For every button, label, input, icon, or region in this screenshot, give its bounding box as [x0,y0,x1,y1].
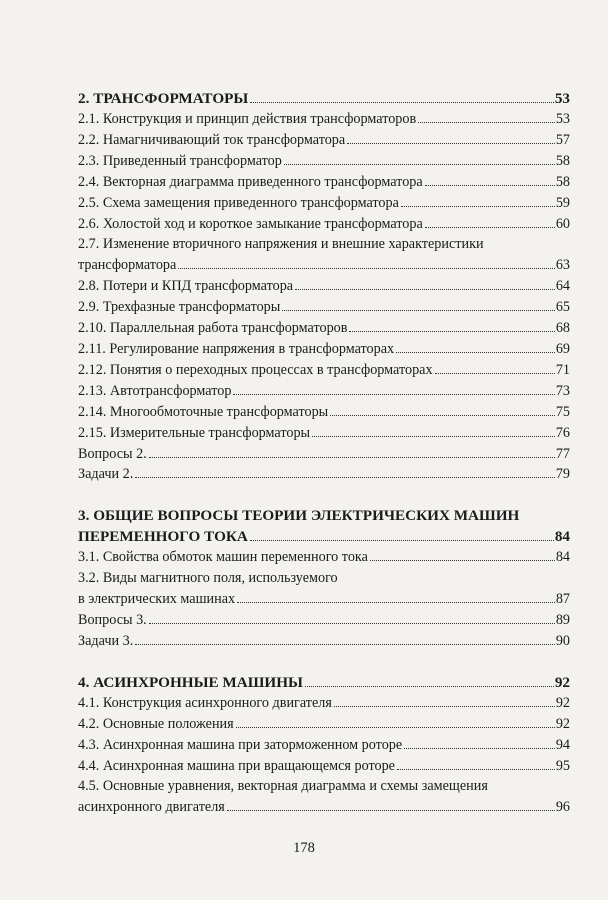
toc-page: 53 [554,90,570,107]
toc-leader [349,331,554,332]
toc-leader [425,185,555,186]
toc-page: 60 [555,215,570,232]
toc-title: 2.3. Приведенный трансформатор [78,152,282,169]
toc-title: 3.1. Свойства обмоток машин переменного тока [78,549,368,566]
toc-leader [401,206,555,207]
toc-entry-line: 2.7. Изменение вторичного напряжения и внешние характеристики [78,236,484,253]
toc-leader [237,602,555,603]
toc-entry [78,464,570,485]
toc-title: Задачи 3. [78,632,134,649]
toc-heading [78,526,570,547]
toc-entry [78,276,570,297]
toc-title: 2.4. Векторная диаграмма приведенного трансформатора [78,173,423,190]
toc-leader [305,686,554,687]
toc-page: 64 [555,278,570,295]
toc-title: 2.14. Многообмоточные трансформаторы [78,403,329,420]
toc-entry [78,797,570,818]
toc-leader [149,623,555,624]
toc-page: 95 [555,757,570,774]
toc-entry [78,735,570,756]
toc-entry [78,756,570,777]
toc-leader [233,394,554,395]
toc-page: 79 [555,466,570,483]
toc-page: 63 [555,257,570,274]
toc-leader [347,143,555,144]
toc-title: 2.12. Понятия о переходных процессах в трансформаторах [78,361,433,378]
toc-entry [78,297,570,318]
toc-leader [330,415,555,416]
toc-leader [284,164,555,165]
toc-title: 2.5. Схема замещения приведенного трансформатора [78,194,399,211]
toc-title: ПЕРЕМЕННОГО ТОКА [78,528,248,546]
toc-page: 58 [555,173,570,190]
toc-leader [404,748,555,749]
toc-leader [149,457,555,458]
toc-page: 92 [555,715,570,732]
toc-page: 92 [554,673,570,691]
toc-page: 68 [555,320,570,337]
toc-entry [78,109,570,130]
toc-page: 84 [555,549,570,566]
toc-page: 58 [555,152,570,169]
toc-title: трансформатора [78,257,177,274]
toc-entry [78,714,570,735]
toc-leader [227,810,555,811]
toc-entry [78,589,570,610]
toc-leader [334,706,555,707]
toc-title: 2.8. Потери и КПД трансформатора [78,278,294,295]
toc-title: 2.11. Регулирование напряжения в трансформаторах [78,340,395,357]
toc-title: 2.13. Автотрансформатор [78,382,232,399]
toc-leader [396,352,555,353]
toc-leader [178,268,555,269]
toc-title: 2.15. Измерительные трансформаторы [78,424,311,441]
toc-page: 87 [555,591,570,608]
toc-page: 84 [554,528,570,546]
toc-leader [397,769,555,770]
toc-title: 2.2. Намагничивающий ток трансформатора [78,131,346,148]
toc-entry [78,693,570,714]
toc-heading-line: 3. ОБЩИЕ ВОПРОСЫ ТЕОРИИ ЭЛЕКТРИЧЕСКИХ МАШИН [78,507,520,525]
toc-page: 59 [555,194,570,211]
toc-entry-line: 4.5. Основные уравнения, векторная диаграмма и схемы замещения [78,778,488,795]
toc-entry [78,151,570,172]
toc-entry [78,547,570,568]
toc-entry [78,444,570,465]
toc-leader [250,540,554,541]
toc-title: 2.6. Холостой ход и короткое замыкание трансформатора [78,215,423,232]
toc-section-4 [78,672,570,818]
toc-title: асинхронного двигателя [78,799,225,816]
toc-leader [425,227,555,228]
toc-page: 96 [555,799,570,816]
toc-leader [295,289,555,290]
toc-entry [78,172,570,193]
toc-title: 4.1. Конструкция асинхронного двигателя [78,694,332,711]
toc-page: 65 [555,299,570,316]
toc-title: Вопросы 3. [78,612,147,629]
toc-leader [370,560,555,561]
toc-page: 89 [555,612,570,629]
toc [78,88,570,838]
toc-title: 2.10. Параллельная работа трансформаторов [78,320,348,337]
toc-title: Задачи 2. [78,466,134,483]
toc-entry [78,339,570,360]
toc-leader [435,373,555,374]
toc-entry [78,631,570,652]
toc-entry [78,423,570,444]
toc-leader [250,102,553,103]
toc-entry [78,318,570,339]
toc-page: 77 [555,445,570,462]
toc-title: 2.9. Трехфазные трансформаторы [78,299,281,316]
toc-leader [418,122,555,123]
toc-section-3 [78,505,570,652]
toc-entry [78,193,570,214]
toc-title: 4. АСИНХРОННЫЕ МАШИНЫ [78,673,303,691]
toc-title: 4.4. Асинхронная машина при вращающемся роторе [78,757,395,774]
toc-title: 2. ТРАНСФОРМАТОРЫ [78,90,249,107]
toc-title: Вопросы 2. [78,445,147,462]
toc-leader [312,436,555,437]
toc-entry [78,130,570,151]
toc-page: 92 [555,694,570,711]
toc-page: 75 [555,403,570,420]
toc-entry [78,381,570,402]
toc-page: 94 [555,736,570,753]
toc-page: 71 [555,361,570,378]
toc-leader [236,727,555,728]
toc-title: в электрических машинах [78,591,236,608]
toc-page: 69 [555,340,570,357]
toc-entry [78,610,570,631]
toc-leader [282,310,555,311]
toc-page: 53 [555,111,570,127]
toc-page: 76 [555,424,570,441]
toc-title: 4.2. Основные положения [78,715,234,732]
toc-leader [135,477,555,478]
toc-entry [78,402,570,423]
toc-title: 4.3. Асинхронная машина при заторможенном роторе [78,736,403,753]
toc-page: 90 [555,632,570,649]
toc-title: 2.1. Конструкция и принцип действия трансформаторов [78,111,417,127]
toc-entry-line: 3.2. Виды магнитного поля, используемого [78,570,338,587]
page-number: 178 [293,840,315,856]
toc-leader [135,644,555,645]
toc-entry [78,360,570,381]
toc-heading [78,88,570,109]
toc-section-2 [78,88,570,485]
toc-entry [78,214,570,235]
toc-entry [78,255,570,276]
toc-heading [78,672,570,693]
toc-page: 73 [555,382,570,399]
toc-page: 57 [555,131,570,148]
